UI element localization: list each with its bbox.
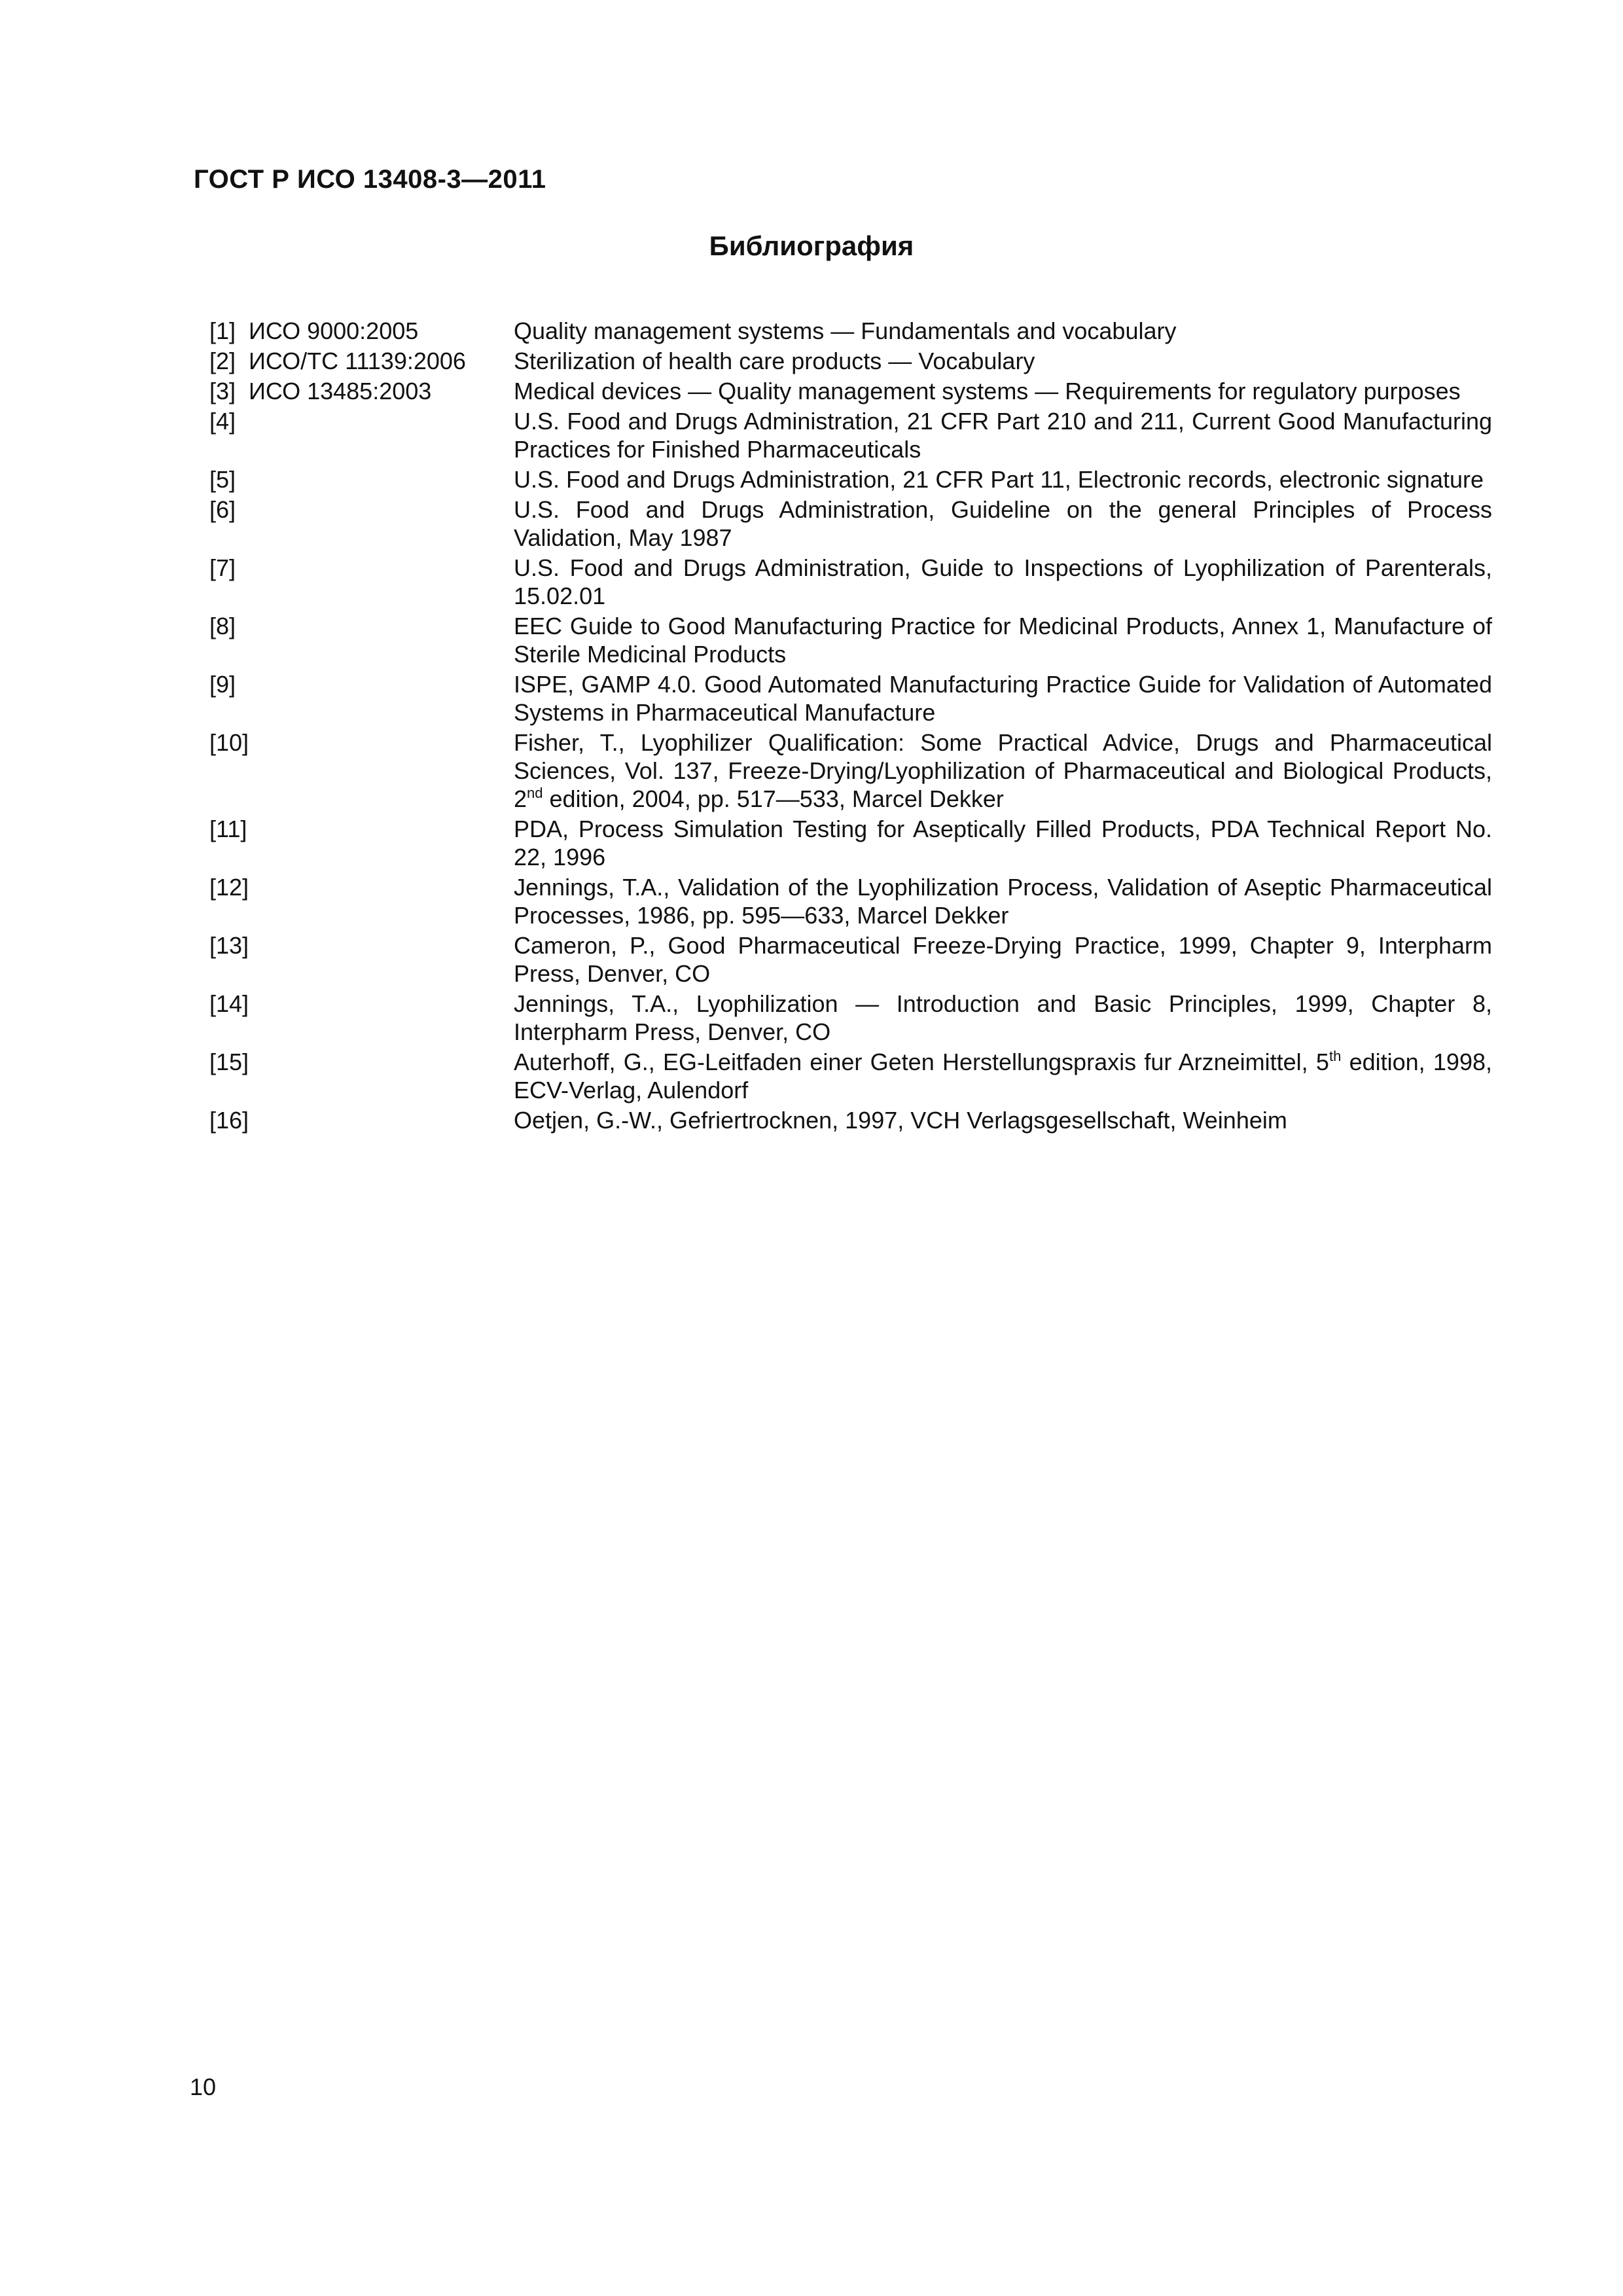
bibliography-list (209, 317, 1492, 1136)
entry-text: Fisher, T., Lyophilizer Qualification: Some Practical Advice, Drugs and Pharmaceutical Sciences, Vol. 137, Freeze-Drying/Lyophilization of Pharmaceutical and Biological Products, 2nd edition, 2004, pp. 517—533, Marcel Dekker (514, 729, 1492, 812)
entry-text: U.S. Food and Drugs Administration, Guideline on the general Principles of Process Validation, May 1987 (514, 496, 1492, 551)
entry-number: [15] (209, 1049, 249, 1075)
bibliography-entry (209, 873, 1492, 929)
entry-text: PDA, Process Simulation Testing for Aseptically Filled Products, PDA Technical Report No. 22, 1996 (514, 816, 1492, 870)
bibliography-entry (209, 990, 1492, 1046)
entry-text: U.S. Food and Drugs Administration, 21 CFR Part 11, Electronic records, electronic signature (514, 466, 1484, 493)
page-number: 10 (190, 2073, 217, 2100)
entry-number: [16] (209, 1107, 249, 1134)
entry-text: Cameron, P., Good Pharmaceutical Freeze-Drying Practice, 1999, Chapter 9, Interpharm Press, Denver, CO (514, 932, 1492, 987)
entry-number: [3] (209, 378, 236, 404)
entry-number: [13] (209, 932, 249, 959)
entry-number: [12] (209, 874, 249, 901)
bibliography-entry (209, 347, 1492, 375)
bibliography-entry (209, 1048, 1492, 1104)
entry-standard: ИСО 13485:2003 (249, 378, 432, 404)
entry-text: Jennings, T.A., Validation of the Lyophilization Process, Validation of Aseptic Pharmaceutical Processes, 1986, pp. 595—633, Marcel Dekker (514, 874, 1492, 929)
entry-text: EEC Guide to Good Manufacturing Practice for Medicinal Products, Annex 1, Manufacture of Sterile Medicinal Products (514, 613, 1492, 668)
entry-text: Oetjen, G.-W., Gefriertrocknen, 1997, VCH Verlagsgesellschaft, Weinheim (514, 1107, 1287, 1134)
bibliography-entry (209, 612, 1492, 668)
entry-number: [2] (209, 348, 236, 374)
entry-number: [14] (209, 990, 249, 1017)
entry-number: [5] (209, 466, 236, 493)
entry-text: Auterhoff, G., EG-Leitfaden einer Geten Herstellungspraxis fur Arzneimittel, 5th edition, 1998, ECV-Verlag, Aulendorf (514, 1048, 1492, 1103)
entry-text: Quality management systems — Fundamentals and vocabulary (514, 317, 1177, 344)
bibliography-entry (209, 728, 1492, 813)
bibliography-entry (209, 317, 1492, 345)
bibliography-entry (209, 465, 1492, 493)
entry-number: [8] (209, 613, 236, 639)
entry-number: [1] (209, 317, 236, 344)
entry-standard: ИСО 9000:2005 (249, 317, 419, 344)
entry-number: [7] (209, 554, 236, 581)
bibliography-entry (209, 407, 1492, 463)
entry-text: ISPE, GAMP 4.0. Good Automated Manufacturing Practice Guide for Validation of Automated Systems in Pharmaceutical Manufacture (514, 671, 1492, 726)
bibliography-entry (209, 815, 1492, 871)
document-code: ГОСТ Р ИСО 13408-3—2011 (194, 165, 546, 194)
bibliography-entry (209, 495, 1492, 552)
entry-text: U.S. Food and Drugs Administration, Guide to Inspections of Lyophilization of Parenterals, 15.02.01 (514, 554, 1492, 609)
entry-number: [11] (209, 816, 247, 842)
entry-text: Jennings, T.A., Lyophilization — Introduction and Basic Principles, 1999, Chapter 8, Interpharm Press, Denver, CO (514, 990, 1492, 1045)
entry-number: [9] (209, 671, 236, 698)
bibliography-title: Библиография (709, 230, 914, 261)
entry-number: [6] (209, 496, 236, 523)
entry-number: [4] (209, 408, 236, 435)
entry-text: U.S. Food and Drugs Administration, 21 CFR Part 210 and 211, Current Good Manufacturing Practices for Finished Pharmaceuticals (514, 408, 1492, 463)
bibliography-entry (209, 377, 1492, 405)
bibliography-entry (209, 1106, 1492, 1134)
entry-standard: ИСО/ТС 11139:2006 (249, 348, 466, 374)
bibliography-entry (209, 931, 1492, 988)
bibliography-entry (209, 670, 1492, 726)
bibliography-entry (209, 554, 1492, 610)
entry-number: [10] (209, 729, 249, 756)
entry-text: Medical devices — Quality management systems — Requirements for regulatory purposes (514, 378, 1461, 404)
entry-text: Sterilization of health care products — Vocabulary (514, 348, 1035, 374)
